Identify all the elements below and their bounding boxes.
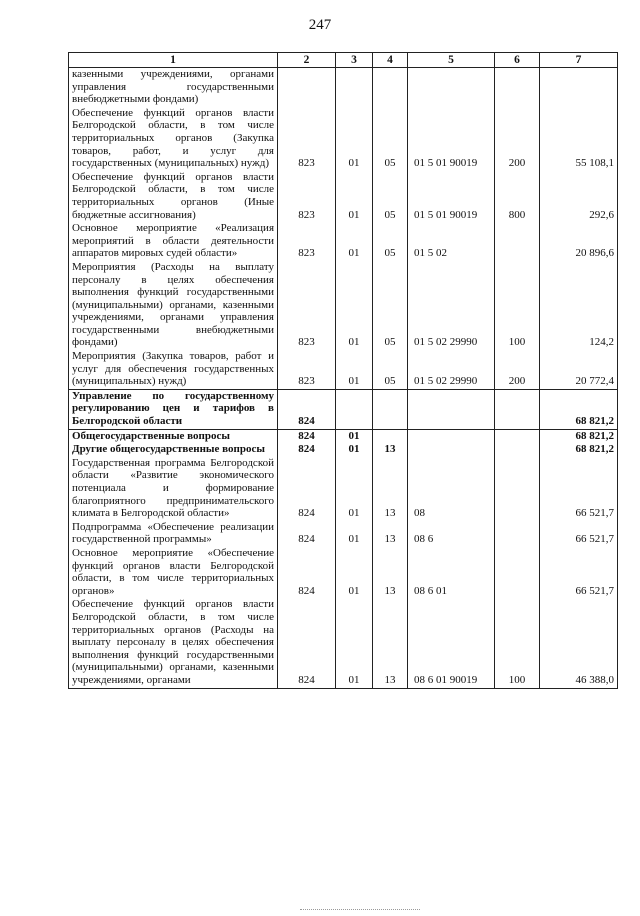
expense-type-code: 200 xyxy=(495,350,540,389)
target-article-code: 08 6 01 90019 xyxy=(408,598,495,688)
subsection-code: 05 xyxy=(373,107,408,171)
column-header-7: 7 xyxy=(540,53,618,68)
subsection-code: 05 xyxy=(373,222,408,261)
amount: 46 388,0 xyxy=(540,598,618,688)
expense-type-code xyxy=(495,521,540,547)
target-article-code: 08 6 01 xyxy=(408,547,495,598)
table-row xyxy=(69,521,618,547)
ministry-code: 824 xyxy=(278,547,336,598)
budget-table xyxy=(68,52,618,689)
section-code: 01 xyxy=(336,261,373,350)
table-row xyxy=(69,107,618,171)
expense-type-code: 800 xyxy=(495,171,540,222)
target-article-code: 01 5 01 90019 xyxy=(408,171,495,222)
target-article-code xyxy=(408,429,495,443)
expense-type-code xyxy=(495,443,540,457)
table-row xyxy=(69,389,618,429)
expense-type-code: 100 xyxy=(495,598,540,688)
ministry-code xyxy=(278,68,336,107)
target-article-code xyxy=(408,389,495,429)
section-code: 01 xyxy=(336,598,373,688)
expense-type-code: 200 xyxy=(495,107,540,171)
row-description: Государственная программа Белгородской области «Развитие экономического потенциала и формирование благоприятного предпринимательского климата в Белгородской области» xyxy=(69,457,278,521)
ministry-code: 824 xyxy=(278,598,336,688)
amount: 66 521,7 xyxy=(540,457,618,521)
table-header-row xyxy=(69,53,618,68)
section-code: 01 xyxy=(336,521,373,547)
amount: 68 821,2 xyxy=(540,389,618,429)
subsection-code xyxy=(373,68,408,107)
table-row xyxy=(69,222,618,261)
target-article-code: 01 5 02 29990 xyxy=(408,261,495,350)
row-description: Подпрограмма «Обеспечение реализации государственной программы» xyxy=(69,521,278,547)
ministry-code: 824 xyxy=(278,443,336,457)
row-description: Другие общегосударственные вопросы xyxy=(69,443,278,457)
amount: 20 772,4 xyxy=(540,350,618,389)
target-article-code xyxy=(408,68,495,107)
subsection-code: 05 xyxy=(373,171,408,222)
amount: 124,2 xyxy=(540,261,618,350)
table-row xyxy=(69,350,618,389)
ministry-code: 823 xyxy=(278,171,336,222)
table-row xyxy=(69,261,618,350)
row-description: Мероприятия (Закупка товаров, работ и услуг для обеспечения государственных (муниципальных) нужд) xyxy=(69,350,278,389)
row-description: Обеспечение функций органов власти Белгородской области, в том числе территориальных органов (Закупка товаров, работ, и услуг для государственных (муниципальных) нужд) xyxy=(69,107,278,171)
section-code: 01 xyxy=(336,457,373,521)
subsection-code xyxy=(373,429,408,443)
subsection-code: 13 xyxy=(373,443,408,457)
expense-type-code xyxy=(495,222,540,261)
amount: 66 521,7 xyxy=(540,521,618,547)
section-code: 01 xyxy=(336,429,373,443)
target-article-code xyxy=(408,443,495,457)
ministry-code: 824 xyxy=(278,521,336,547)
ministry-code: 824 xyxy=(278,457,336,521)
column-header-2: 2 xyxy=(278,53,336,68)
amount: 55 108,1 xyxy=(540,107,618,171)
subsection-code xyxy=(373,389,408,429)
row-description: Основное мероприятие «Обеспечение функций органов власти Белгородской области, в том числе территориальных органов» xyxy=(69,547,278,598)
section-code: 01 xyxy=(336,443,373,457)
section-code: 01 xyxy=(336,171,373,222)
row-description: Основное мероприятие «Реализация мероприятий в области деятельности аппаратов мировых судей области» xyxy=(69,222,278,261)
expense-type-code xyxy=(495,547,540,598)
table-row xyxy=(69,429,618,443)
table-row xyxy=(69,457,618,521)
subsection-code: 05 xyxy=(373,261,408,350)
table-row xyxy=(69,68,618,107)
row-description: Мероприятия (Расходы на выплату персоналу в целях обеспечения выполнения функций государственными (муниципальными) органами, казенными учреждениями, органами управления государственными внебюджетными фондами) xyxy=(69,261,278,350)
section-code: 01 xyxy=(336,107,373,171)
row-description: Общегосударственные вопросы xyxy=(69,429,278,443)
target-article-code: 08 6 xyxy=(408,521,495,547)
column-header-1: 1 xyxy=(69,53,278,68)
amount: 292,6 xyxy=(540,171,618,222)
table-row xyxy=(69,171,618,222)
amount: 68 821,2 xyxy=(540,429,618,443)
expense-type-code xyxy=(495,68,540,107)
amount xyxy=(540,68,618,107)
ministry-code: 823 xyxy=(278,107,336,171)
section-code xyxy=(336,389,373,429)
subsection-code: 13 xyxy=(373,547,408,598)
table-row xyxy=(69,598,618,688)
target-article-code: 08 xyxy=(408,457,495,521)
amount: 68 821,2 xyxy=(540,443,618,457)
expense-type-code xyxy=(495,457,540,521)
subsection-code: 05 xyxy=(373,350,408,389)
column-header-5: 5 xyxy=(408,53,495,68)
ministry-code: 823 xyxy=(278,261,336,350)
target-article-code: 01 5 02 29990 xyxy=(408,350,495,389)
ministry-code: 824 xyxy=(278,429,336,443)
subsection-code: 13 xyxy=(373,457,408,521)
section-code xyxy=(336,68,373,107)
row-description: Управление по государственному регулированию цен и тарифов в Белгородской области xyxy=(69,389,278,429)
page-number: 247 xyxy=(308,17,332,33)
table-row xyxy=(69,547,618,598)
section-code: 01 xyxy=(336,222,373,261)
section-code: 01 xyxy=(336,547,373,598)
subsection-code: 13 xyxy=(373,521,408,547)
ministry-code: 823 xyxy=(278,350,336,389)
ministry-code: 823 xyxy=(278,222,336,261)
amount: 20 896,6 xyxy=(540,222,618,261)
column-header-4: 4 xyxy=(373,53,408,68)
column-header-6: 6 xyxy=(495,53,540,68)
row-description: Обеспечение функций органов власти Белгородской области, в том числе территориальных органов (Расходы на выплату персоналу в целях обеспечения выполнения функций государственными (муниципальными) органами, казенными учреждениями, органами xyxy=(69,598,278,688)
ministry-code: 824 xyxy=(278,389,336,429)
expense-type-code: 100 xyxy=(495,261,540,350)
target-article-code: 01 5 02 xyxy=(408,222,495,261)
amount: 66 521,7 xyxy=(540,547,618,598)
expense-type-code xyxy=(495,429,540,443)
expense-type-code xyxy=(495,389,540,429)
table-row xyxy=(69,443,618,457)
target-article-code: 01 5 01 90019 xyxy=(408,107,495,171)
section-code: 01 xyxy=(336,350,373,389)
subsection-code: 13 xyxy=(373,598,408,688)
row-description: казенными учреждениями, органами управления государственными внебюджетными фондами) xyxy=(69,68,278,107)
row-description: Обеспечение функций органов власти Белгородской области, в том числе территориальных органов (Иные бюджетные ассигнования) xyxy=(69,171,278,222)
scan-artifact xyxy=(300,909,420,911)
column-header-3: 3 xyxy=(336,53,373,68)
